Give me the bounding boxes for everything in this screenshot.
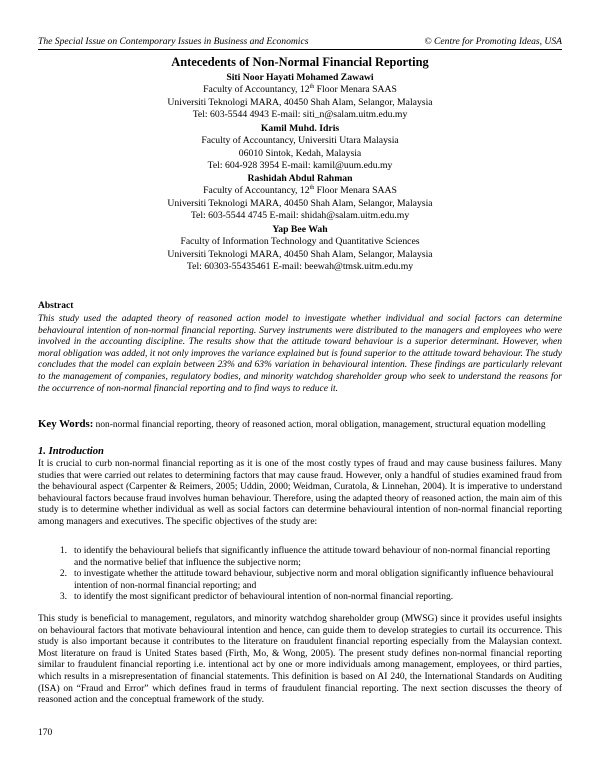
objectives-list	[38, 546, 562, 604]
author-affiliation: Faculty of Information Technology and Quantitative Sciences	[180, 236, 420, 248]
author-block-1	[38, 72, 562, 121]
section-heading-introduction: 1. Introduction	[38, 446, 104, 457]
keywords	[38, 419, 562, 432]
author-affiliation: Faculty of Accountancy, Universiti Utara Malaysia	[201, 135, 399, 147]
author-affiliation: Faculty of Accountancy, 12th Floor Menara SAAS	[203, 185, 397, 197]
author-contact: Tel: 603-5544 4943 E-mail: siti_n@salam.uitm.edu.my	[192, 108, 408, 120]
author-name: Yap Bee Wah	[272, 224, 328, 235]
author-affiliation: Faculty of Accountancy, 12th Floor Menara SAAS	[203, 84, 397, 96]
author-affiliation: 06010 Sintok, Kedah, Malaysia	[238, 147, 362, 159]
page-number: 170	[38, 728, 53, 738]
list-item	[38, 592, 562, 604]
paper-title: Antecedents of Non-Normal Financial Reporting	[171, 55, 429, 69]
intro-paragraph-1: It is crucial to curb non-normal financial reporting as it is one of the most costly types of fraud and may cause business failures. Many studies that were carried out relates to determining factors that may cause fraud. However, only a handful of studies examined fraud from the behavioural aspect (Carpenter & Reimers, 2005; Uddin, 2000; Weidman, Curatola, & Linnehan, 2004). It is imperative to understand behavioural factors because fraud involves human behaviour. Therefore, using the adapted theory of reasoned action, the main aim of this study is to determine whether individual as well as social factors can determine behavioural intention of non-normal financial reporting among managers and executives. The specific objectives of the study are:	[38, 459, 562, 527]
author-name: Rashidah Abdul Rahman	[247, 173, 353, 184]
header-rule	[38, 49, 562, 50]
author-name: Siti Noor Hayati Mohamed Zawawi	[226, 72, 374, 83]
author-contact: Tel: 603-5544 4745 E-mail: shidah@salam.uitm.edu.my	[190, 209, 410, 221]
abstract-heading: Abstract	[38, 301, 74, 311]
author-name: Kamil Muhd. Idris	[260, 123, 340, 134]
abstract-text: This study used the adapted theory of reasoned action model to investigate whether individual and social factors can determine behavioural intention of non-normal financial reporting. Survey instruments were distributed to the managers and employees who were involved in the accounting discipline. The results show that the attitude toward behaviour is a superior determinant. However, when moral obligation was added, it not only improves the variance explained but is found superior to the attitude toward behaviour. The study concludes that the model can explain between 23% and 63% variation in behavioural intention. These findings are particularly relevant to the management of companies, regulatory bodies, and minority watchdog shareholder group who seek to understand the reasons for the occurrence of non-normal financial reporting and to find ways to reduce it.	[38, 314, 562, 394]
list-item-text: to identify the most significant predictor of behavioural intention of non-normal financial reporting.	[74, 592, 454, 603]
author-affiliation: Universiti Teknologi MARA, 40450 Shah Alam, Selangor, Malaysia	[167, 197, 433, 209]
author-affiliation: Universiti Teknologi MARA, 40450 Shah Alam, Selangor, Malaysia	[167, 248, 433, 260]
author-affiliation: Universiti Teknologi MARA, 40450 Shah Alam, Selangor, Malaysia	[167, 96, 433, 108]
copyright-notice: © Centre for Promoting Ideas, USA	[424, 36, 562, 47]
journal-name: The Special Issue on Contemporary Issues in Business and Economics	[38, 36, 309, 47]
list-item-text: to investigate whether the attitude toward behaviour, subjective norm and moral obligation significantly influence behavioural intention of non-normal financial reporting; and	[74, 569, 554, 591]
intro-paragraph-2: This study is beneficial to management, regulators, and minority watchdog shareholder group (MWSG) since it provides useful insights on behavioural factors that motivate behavioural intention and hence, can guide them to develop strategies to curtail its occurrence. This study is also important because it contributes to the literature on fraudulent financial reporting especially from the Malaysian context. Most literature on fraud is United States based (Firth, Mo, & Wong, 2005). The present study defines non-normal financial reporting similar to fraudulent financial reporting i.e. intentional act by one or more individuals among management, employees, or third parties, which results in a misrepresentation of financial statements. This definition is based on AI 240, the International Standards on Auditing (ISA) on “Fraud and Error” which defines fraud in terms of fraudulent financial reporting. The next section discusses the theory of reasoned action and the conceptual framework of the study.	[38, 614, 562, 706]
abstract-section	[38, 300, 562, 395]
list-item	[38, 546, 562, 569]
list-item-number: 3.	[59, 592, 67, 603]
author-block-2	[38, 123, 562, 172]
list-item-number: 1.	[59, 546, 67, 556]
list-item-text: to identify the behavioural beliefs that significantly influence the attitude toward behaviour of non-normal financial reporting and the normative belief that influence the subjective norm;	[74, 546, 551, 568]
author-block-3	[38, 173, 562, 222]
keywords-text: non-normal financial reporting, theory of reasoned action, moral obligation, management, structural equation modelling	[93, 420, 546, 430]
author-contact: Tel: 60303-55435461 E-mail: beewah@tmsk.uitm.edu.my	[186, 260, 414, 272]
author-block-4	[38, 224, 562, 273]
running-header	[38, 36, 562, 47]
list-item-number: 2.	[59, 569, 67, 580]
keywords-label: Key Words:	[38, 418, 94, 430]
author-contact: Tel: 604-928 3954 E-mail: kamil@uum.edu.my	[207, 159, 393, 171]
list-item	[38, 569, 562, 592]
